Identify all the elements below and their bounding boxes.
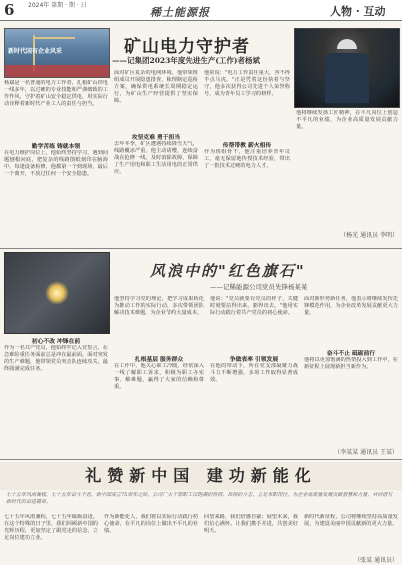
section-divider-1	[0, 248, 402, 249]
feature1-col1-subhead: 勤学苦练 铸就本领	[31, 144, 81, 150]
feature1-col3-text: 他常说："电力工作责任重大，容不得半点马虎。"正是凭着这份执着与坚守，他多次获得公司先进个人荣誉称号，成为青年员工学习的榜样。	[204, 70, 290, 97]
photo-caption: 新时代国有企业风采	[8, 48, 63, 55]
feature1-col3b-text: 作为班组骨干，他注重培养青年员工，毫无保留地传授技术经验，带出了一批技术过硬的电力人才。	[204, 149, 290, 169]
crane-arm-shape	[35, 37, 75, 39]
feature2-col2-subhead: 扎根基层 服务群众	[134, 357, 184, 363]
feature2-col3-subhead: 争做表率 引领发展	[229, 357, 279, 363]
feature2-col2-text: 他坚持学习党的理论，把学习成果转化为推动工作的实际行动，多次带领团队解决技术难题，为企业节约大量成本。	[114, 296, 204, 316]
feature2-col4-subhead: 奋斗不止 砥砺前行	[326, 351, 376, 357]
feature1-author: （杨光 通讯员 李明）	[340, 232, 398, 239]
feature2-col1-text: 作为一名共产党员，他始终牢记入党誓言，在急难险重任务面前总是冲在最前面。面对突发的生产难题，他带领党员突击队连续攻关，最终圆满完成任务。	[4, 345, 108, 372]
feature2-col3-text: 他说："党员就要有党员的样子，关键时刻要站得出来、豁得出去。"他用实际行动践行着共产党员的初心使命。	[210, 296, 298, 316]
feature1-title: 矿山电力守护者	[124, 37, 250, 57]
feature1-subtitle: ——记集团2023年度先进生产(工作)者杨斌	[112, 56, 260, 65]
page-number: 6	[4, 1, 15, 19]
bottom-col1-text: 七十五年风雨兼程，七十五年砥砺奋进。在这个特殊的日子里，我们回顾新中国的光辉历程，更加坚定了跟党走的信念，立足岗位建功立业。	[4, 514, 98, 541]
feature2-author: （李某某 通讯员 王某）	[334, 449, 398, 456]
feature1-col2-subhead: 攻坚克难 勇于担当	[131, 135, 181, 141]
helmet-shape	[337, 39, 357, 49]
feature1-col1-text: 杨斌是一名普通的电力工作者，扎根矿山供电一线多年，以过硬的专业技能和严谨细致的工作作风，守护着矿山安全稳定供电，用实际行动诠释着新时代产业工人的责任与担当。	[4, 80, 108, 107]
feature1-col2-text: 面对矿区复杂的电网环境，他带领班组成员开展隐患排查，梳理制定巡检方案，确保供电系统长周期稳定运行，为矿山生产经营提供了坚实保障。	[114, 70, 198, 104]
feature2-col4-text: 面对新形势新任务，他表示将继续发挥先锋模范作用，为企业改革发展贡献更大力量。	[304, 296, 398, 316]
bottom-col4-text: 新时代新征程，公司将继续坚持高质量发展，为建设美丽中国贡献新的更大力量。	[304, 514, 398, 527]
feature1-col1b-text: 在电力维护岗位上，他始终坚持学习，遇到问题刨根问底，把复杂的线路图纸刻印在脑海中。每逢设备检修，他都第一个到现场，最后一个离开，不放过任何一个安全隐患。	[4, 150, 108, 177]
banner-title: 礼赞新中国 建功新能化	[85, 466, 317, 485]
header-divider	[0, 20, 402, 21]
feature2-photo	[4, 252, 110, 334]
bottom-author: （张某 通讯员）	[354, 557, 398, 564]
worker-body-shape	[325, 53, 369, 103]
feature2-spacer	[114, 252, 148, 260]
issue-meta: 2024年 第期 · 期 · 日	[28, 2, 87, 9]
light-glow-shape	[45, 281, 69, 305]
feature1-col3-subhead: 传帮带教 薪火相传	[222, 143, 272, 149]
worker-portrait-photo	[294, 28, 400, 108]
banner-subtitle: 七十五年风雨兼程，七十五年奋斗不息。新中国成立75周年之际，公司广大干部职工以饱满的热情、昂扬的斗志，立足本职岗位，为企业高质量发展贡献智慧和力量，共同谱写新时代的奋进篇章。	[6, 492, 393, 505]
section-divider-2	[0, 459, 402, 460]
feature2-col2b-text: 在工作中，他关心职工冷暖，经常深入一线了解职工诉求，积极为职工办实事、解难题，赢得了大家的信赖和尊重。	[114, 363, 204, 390]
feature2-col4b-text: 他将以更加饱满的热情投入到工作中，在新征程上展现新担当新作为。	[304, 357, 398, 370]
bottom-col3-text: 回望来路，我们倍感自豪；展望未来，我们信心满怀。让我们携手并进，共创美好明天。	[204, 514, 298, 534]
feature2-title: 风浪中的"红色旗石"	[150, 262, 306, 280]
section-name: 人物 · 互动	[330, 5, 386, 18]
feature1-col4-text: 他将继续发扬工匠精神，在平凡岗位上创造不平凡的业绩，为企业高质量发展贡献力量。	[296, 110, 398, 130]
feature1-col2b-text: 去年冬季，矿区遭遇持续降雪天气，线路覆冰严重。他主动请缨，连续奋战在抢修一线，及时消除故障，保障了生产用电和职工生活用电的正常供应。	[114, 141, 198, 175]
feature2-lead-subhead: 初心不改 冲锋在前	[31, 339, 81, 345]
newspaper-brand: 稀土能源报	[150, 6, 210, 19]
feature2-subtitle: ——记稀能源公司党员先锋杨某某	[210, 283, 308, 291]
bottom-col2-text: 作为新能化人，我们将以实际行动践行初心使命，在平凡的岗位上做出不平凡的业绩。	[104, 514, 198, 534]
feature2-col3b-text: 在他的带动下，所在党支部凝聚力战斗力不断增强，多项工作取得显著成效。	[210, 363, 298, 383]
photo-caption-band	[5, 65, 109, 77]
